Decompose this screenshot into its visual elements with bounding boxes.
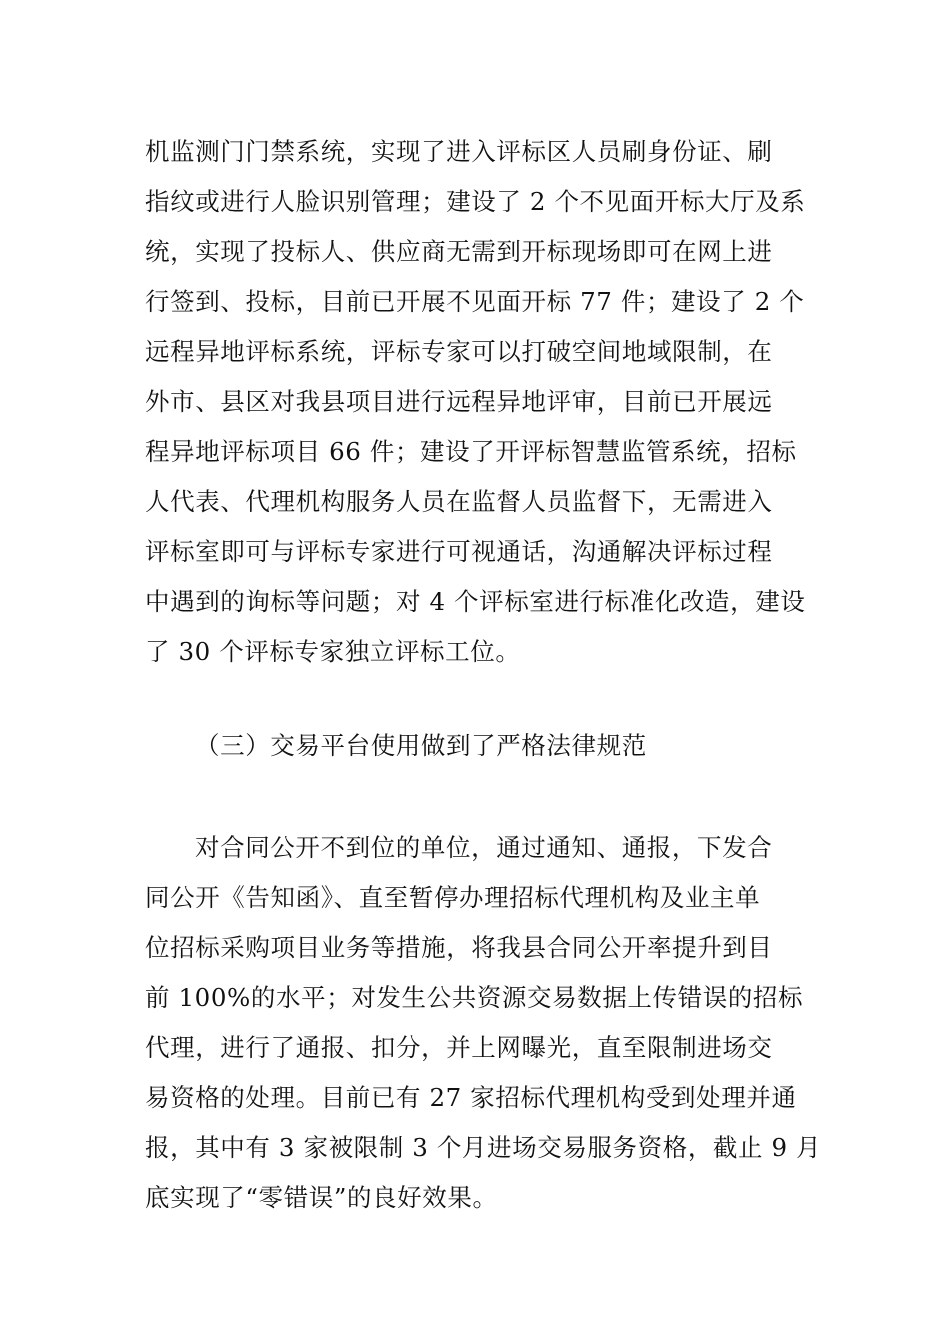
- paragraph-line: 易资格的处理。目前已有 27 家招标代理机构受到处理并通: [145, 1083, 797, 1112]
- paragraph-line: 人代表、代理机构服务人员在监督人员监督下，无需进入: [145, 487, 773, 516]
- paragraph-line: 中遇到的询标等问题；对 4 个评标室进行标准化改造，建设: [145, 587, 806, 616]
- paragraph-line: 前 100%的水平；对发生公共资源交易数据上传错误的招标: [145, 983, 804, 1012]
- paragraph-line: 行签到、投标，目前已开展不见面开标 77 件；建设了 2 个: [145, 287, 805, 316]
- paragraph-line: 了 30 个评标专家独立评标工位。: [145, 637, 521, 666]
- paragraph-line: 远程异地评标系统，评标专家可以打破空间地域限制，在: [145, 337, 773, 366]
- paragraph-line: 代理，进行了通报、扣分，并上网曝光，直至限制进场交: [145, 1033, 773, 1062]
- paragraph-line: 统，实现了投标人、供应商无需到开标现场即可在网上进: [145, 237, 773, 266]
- paragraph-line: 程异地评标项目 66 件；建设了开评标智慧监管系统，招标: [145, 437, 797, 466]
- section-heading: （三）交易平台使用做到了严格法律规范: [195, 731, 647, 760]
- paragraph-line: 位招标采购项目业务等措施，将我县合同公开率提升到目: [145, 933, 773, 962]
- paragraph-line: 评标室即可与评标专家进行可视通话，沟通解决评标过程: [145, 537, 773, 566]
- paragraph-line: 同公开《告知函》、直至暂停办理招标代理机构及业主单: [145, 883, 761, 912]
- paragraph-line: 报，其中有 3 家被限制 3 个月进场交易服务资格，截止 9 月: [145, 1133, 822, 1162]
- paragraph-line: 外市、县区对我县项目进行远程异地评审，目前已开展远: [145, 387, 773, 416]
- paragraph-line: 底实现了“零错误”的良好效果。: [145, 1183, 498, 1212]
- paragraph-line: 对合同公开不到位的单位，通过通知、通报，下发合: [195, 833, 773, 862]
- paragraph-line: 机监测门门禁系统，实现了进入评标区人员刷身份证、刷: [145, 137, 773, 166]
- paragraph-line: 指纹或进行人脸识别管理；建设了 2 个不见面开标大厅及系: [145, 187, 806, 216]
